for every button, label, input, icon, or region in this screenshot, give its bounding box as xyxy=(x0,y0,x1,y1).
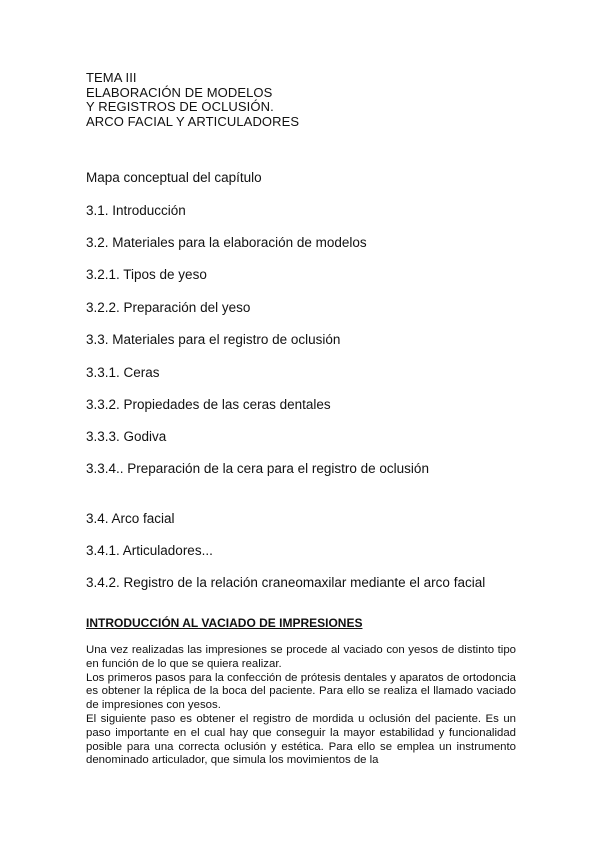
chapter-title-line-2: Y REGISTROS DE OCLUSIÓN. xyxy=(86,99,274,114)
paragraph: El siguiente paso es obtener el registro de mordida u oclusión del paciente. Es un paso importante en el cual hay que conseguir la mayor estabilidad y funcionalidad posible para una correcta oclusión y estética. Para ello se emplea un instrumento denominado articulador, que simula los movimientos de la xyxy=(86,712,516,767)
chapter-header xyxy=(86,71,299,129)
chapter-number: TEMA III xyxy=(86,70,137,85)
toc-item-3-1: 3.1. Introducción xyxy=(86,203,186,218)
paragraph: Una vez realizadas las impresiones se procede al vaciado con yesos de distinto tipo en función de lo que se quiera realizar. xyxy=(86,644,516,670)
toc-item-3-3: 3.3. Materiales para el registro de oclusión xyxy=(86,332,341,347)
toc-item-3-2-1: 3.2.1. Tipos de yeso xyxy=(86,267,207,282)
toc-item-concept-map: Mapa conceptual del capítulo xyxy=(86,170,262,185)
chapter-title-line-3: ARCO FACIAL Y ARTICULADORES xyxy=(86,113,300,129)
chapter-title-line-1: ELABORACIÓN DE MODELOS xyxy=(86,84,273,100)
toc-item-3-2-2: 3.2.2. Preparación del yeso xyxy=(86,300,251,315)
section-body xyxy=(86,644,516,768)
toc-item-3-3-1: 3.3.1. Ceras xyxy=(86,365,160,380)
toc-item-3-3-2: 3.3.2. Propiedades de las ceras dentales xyxy=(86,397,331,412)
toc-item-3-3-3: 3.3.3. Godiva xyxy=(86,429,167,444)
toc-item-3-3-4: 3.3.4.. Preparación de la cera para el registro de oclusión xyxy=(86,461,429,476)
paragraph: Los primeros pasos para la confección de prótesis dentales y aparatos de ortodoncia es obtener la réplica de la boca del paciente. Para ello se realiza el llamado vaciado de impresiones con yesos. xyxy=(86,671,516,712)
section-heading: INTRODUCCIÓN AL VACIADO DE IMPRESIONES xyxy=(86,616,363,630)
toc-item-3-4-1: 3.4.1. Articuladores... xyxy=(86,543,213,558)
toc-item-3-4: 3.4. Arco facial xyxy=(86,511,175,526)
toc-item-3-2: 3.2. Materiales para la elaboración de modelos xyxy=(86,235,367,250)
toc-item-3-4-2: 3.4.2. Registro de la relación craneomaxilar mediante el arco facial xyxy=(86,575,486,590)
